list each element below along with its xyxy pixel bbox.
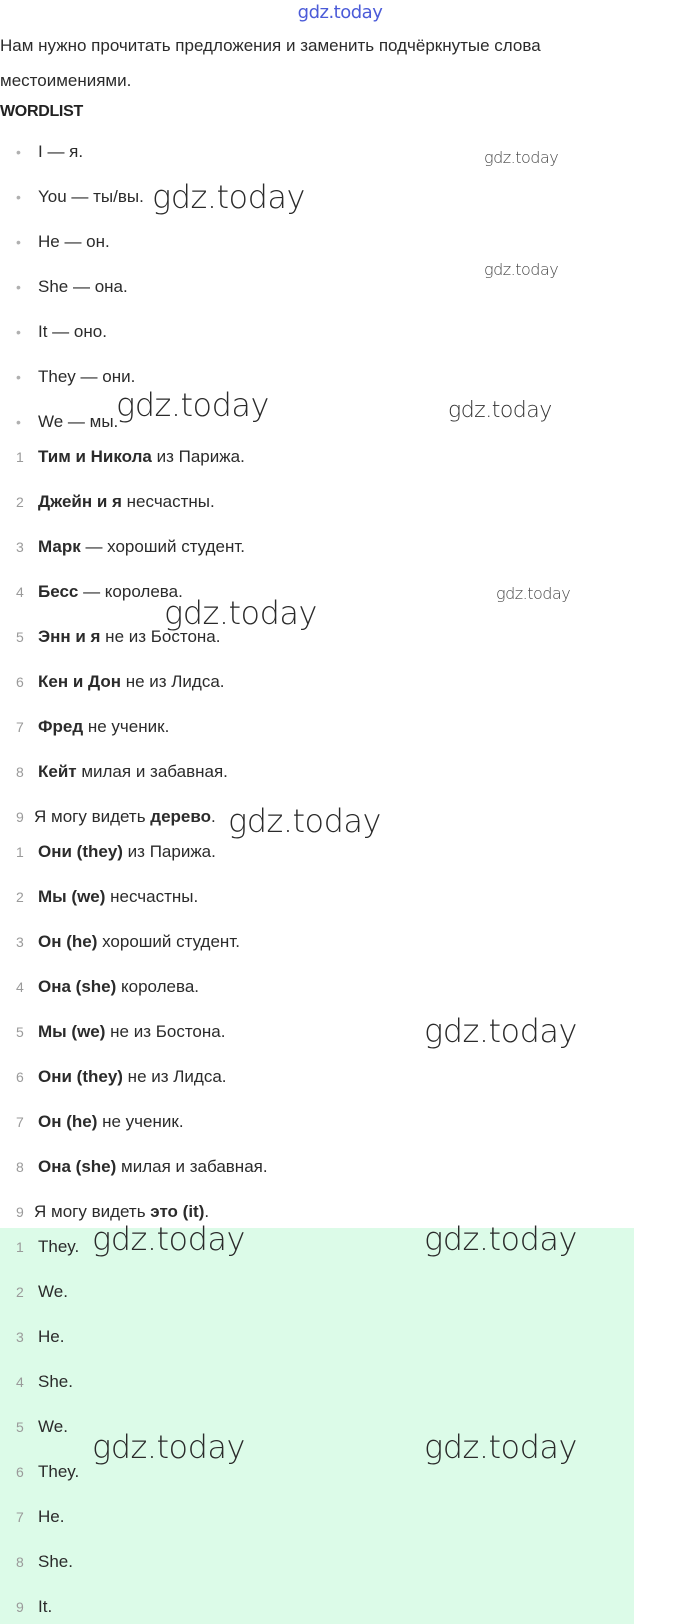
translation-item: 2 Мы (we) несчастны. bbox=[16, 887, 199, 906]
answer-item: 9 It. bbox=[16, 1597, 53, 1616]
bullet-icon: • bbox=[16, 234, 21, 250]
wordlist-item: • She — она. bbox=[0, 275, 128, 299]
watermark: gdz.today bbox=[484, 148, 559, 167]
sentence-item: 2 Джейн и я несчастны. bbox=[16, 492, 215, 511]
sentence-item: 3 Марк — хороший студент. bbox=[16, 537, 245, 556]
wordlist-item: • He — он. bbox=[0, 230, 110, 254]
bullet-icon: • bbox=[16, 189, 21, 205]
answer-item: 6 They. bbox=[16, 1462, 80, 1481]
task-instruction: Нам нужно прочитать предложения и заменить подчёркнутые слова местоимениями. bbox=[0, 36, 541, 90]
sentence-item: 9 Я могу видеть дерево. bbox=[16, 807, 216, 826]
sentence-item: 1 Тим и Никола из Парижа. bbox=[16, 447, 245, 466]
answer-item: 4 She. bbox=[16, 1372, 73, 1391]
translation-item: 6 Они (they) не из Лидса. bbox=[16, 1067, 227, 1086]
wordlist-item: • I — я. bbox=[0, 140, 83, 164]
watermark: gdz.today bbox=[424, 1220, 577, 1258]
watermark: gdz.today bbox=[152, 178, 305, 216]
watermark: gdz.today bbox=[164, 594, 317, 632]
translation-item: 9 Я могу видеть это (it). bbox=[16, 1202, 210, 1221]
watermark: gdz.today bbox=[92, 1220, 245, 1258]
answer-item: 5 We. bbox=[16, 1417, 68, 1436]
translation-item: 1 Они (they) из Парижа. bbox=[16, 842, 216, 861]
answer-block bbox=[0, 1228, 634, 1624]
watermark: gdz.today bbox=[424, 1428, 577, 1466]
answer-item: 2 We. bbox=[16, 1282, 68, 1301]
bullet-icon: • bbox=[16, 324, 21, 340]
translation-item: 5 Мы (we) не из Бостона. bbox=[16, 1022, 226, 1041]
watermark: gdz.today bbox=[228, 802, 381, 840]
wordlist-heading: WORDLIST bbox=[0, 103, 83, 120]
sentence-item: 5 Энн и я не из Бостона. bbox=[16, 627, 221, 646]
site-logo[interactable]: gdz.today bbox=[297, 2, 383, 23]
translation-item: 8 Она (she) милая и забавная. bbox=[16, 1157, 268, 1176]
translation-item: 4 Она (she) королева. bbox=[16, 977, 200, 996]
sentence-item: 4 Бесс — королева. bbox=[16, 582, 183, 601]
watermark: gdz.today bbox=[116, 386, 269, 424]
translation-item: 3 Он (he) хороший студент. bbox=[16, 932, 240, 951]
sentence-item: 7 Фред не ученик. bbox=[16, 717, 170, 736]
bullet-icon: • bbox=[16, 279, 21, 295]
answer-item: 3 He. bbox=[16, 1327, 65, 1346]
wordlist-item: • It — оно. bbox=[0, 320, 107, 344]
bullet-icon: • bbox=[16, 369, 21, 385]
answer-item: 7 He. bbox=[16, 1507, 65, 1526]
sentence-item: 8 Кейт милая и забавная. bbox=[16, 762, 228, 781]
watermark: gdz.today bbox=[496, 584, 571, 603]
bullet-icon: • bbox=[16, 414, 21, 430]
wordlist-item: • We — мы. bbox=[0, 410, 118, 434]
watermark: gdz.today bbox=[484, 260, 559, 279]
wordlist-item: • You — ты/вы. bbox=[0, 185, 144, 209]
watermark: gdz.today bbox=[424, 1012, 577, 1050]
sentence-item: 6 Кен и Дон не из Лидса. bbox=[16, 672, 225, 691]
bullet-icon: • bbox=[16, 144, 21, 160]
watermark: gdz.today bbox=[92, 1428, 245, 1466]
answer-item: 1 They. bbox=[16, 1237, 80, 1256]
translation-item: 7 Он (he) не ученик. bbox=[16, 1112, 184, 1131]
watermark: gdz.today bbox=[448, 398, 552, 423]
wordlist-item: • They — они. bbox=[0, 365, 135, 389]
answer-item: 8 She. bbox=[16, 1552, 73, 1571]
